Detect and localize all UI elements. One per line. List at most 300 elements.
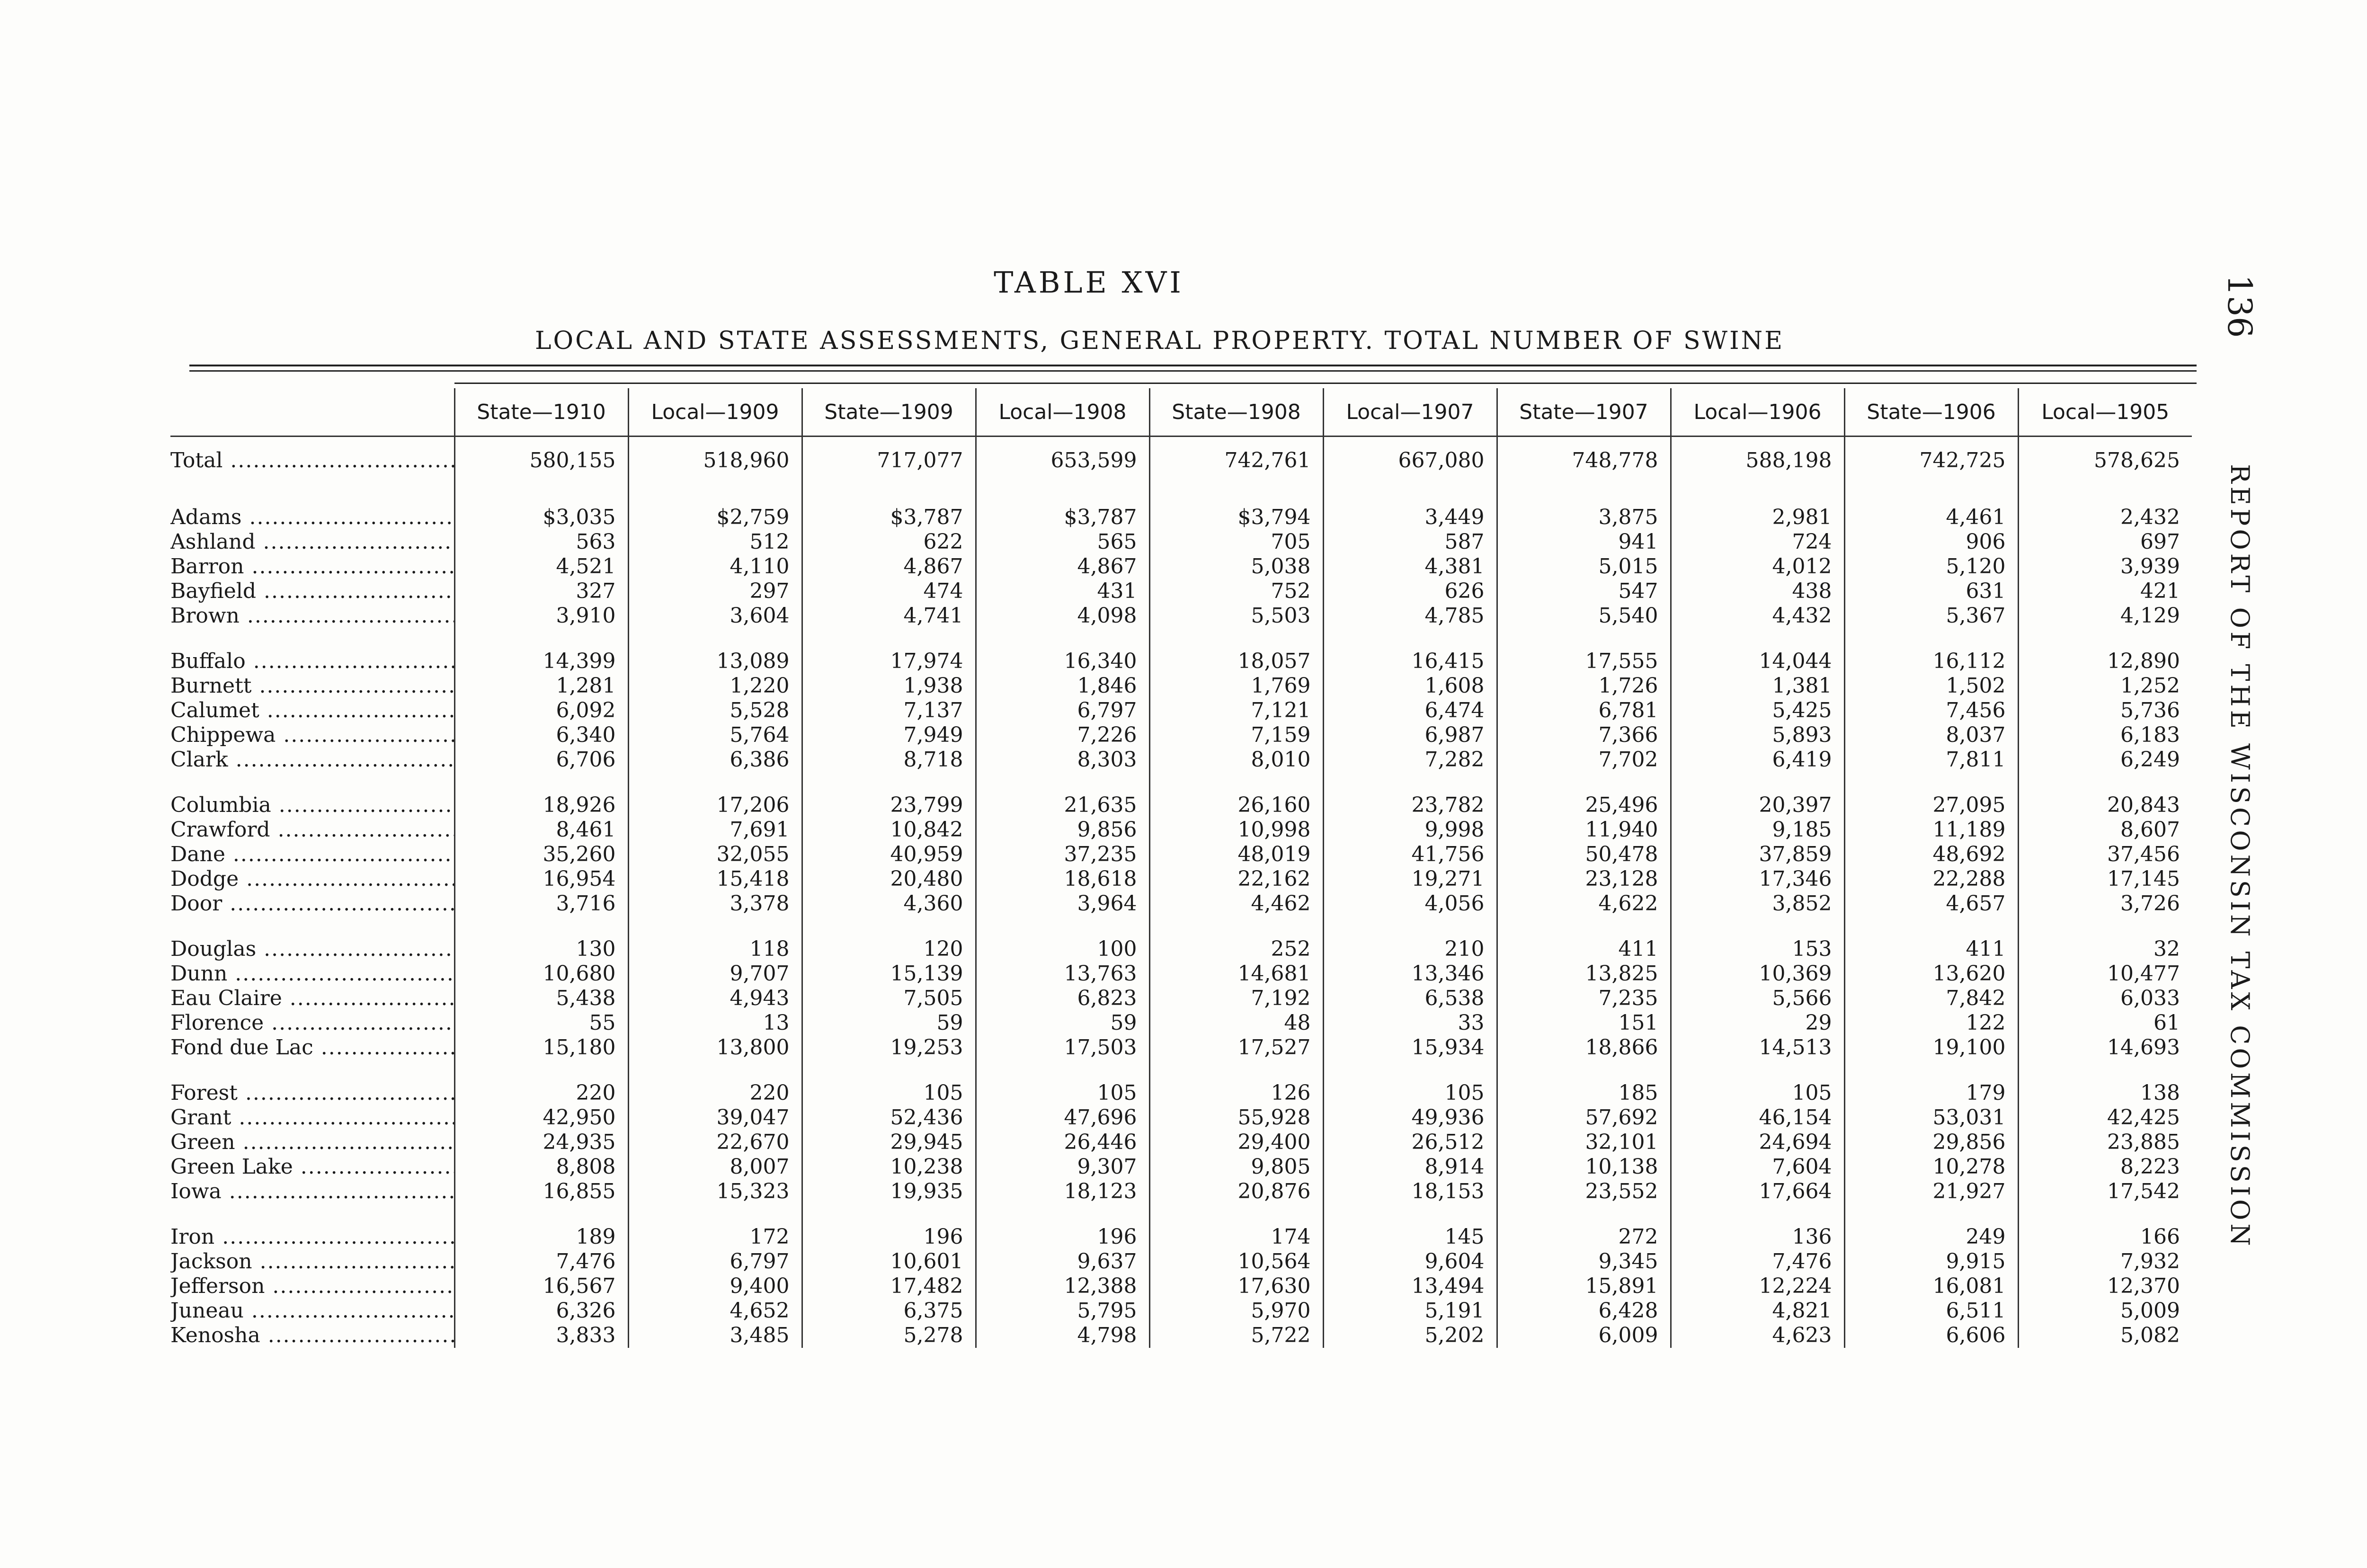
cell-value: 13,494 bbox=[1323, 1274, 1497, 1299]
cell-value: 3,964 bbox=[976, 891, 1149, 916]
county-name: Fond due Lac bbox=[170, 1035, 313, 1060]
cell-value: 4,098 bbox=[976, 604, 1149, 628]
cell-value: 17,145 bbox=[2018, 867, 2192, 891]
cell-value: 52,436 bbox=[802, 1105, 976, 1130]
county-name: Buffalo bbox=[170, 649, 246, 673]
column-header: State—1908 bbox=[1149, 388, 1323, 437]
county-name: Chippewa bbox=[170, 723, 276, 747]
cell-value: 17,503 bbox=[976, 1035, 1149, 1060]
cell-value: 5,764 bbox=[628, 723, 802, 748]
cell-value: 18,123 bbox=[976, 1179, 1149, 1204]
cell-value: 9,345 bbox=[1497, 1249, 1671, 1274]
cell-value: 9,915 bbox=[1844, 1249, 2018, 1274]
cell-value: 48 bbox=[1149, 1011, 1323, 1035]
cell-value: 37,235 bbox=[976, 842, 1149, 867]
column-header: State—1910 bbox=[454, 388, 628, 437]
cell-value: 5,009 bbox=[2018, 1299, 2192, 1323]
cell-value: 3,604 bbox=[628, 604, 802, 628]
cell-value: 20,397 bbox=[1671, 793, 1844, 818]
cell-value: 7,226 bbox=[976, 723, 1149, 748]
cell-value: 15,180 bbox=[454, 1035, 628, 1060]
county-row bbox=[170, 891, 2192, 916]
cell-value: 8,037 bbox=[1844, 723, 2018, 748]
county-row bbox=[170, 1323, 2192, 1348]
cell-value: 705 bbox=[1149, 530, 1323, 554]
cell-value: 742,725 bbox=[1844, 437, 2018, 485]
cell-value: 18,866 bbox=[1497, 1035, 1671, 1060]
cell-value: 7,604 bbox=[1671, 1155, 1844, 1179]
cell-value: 136 bbox=[1671, 1225, 1844, 1249]
cell-value: 6,092 bbox=[454, 698, 628, 723]
cell-value: 8,010 bbox=[1149, 748, 1323, 772]
county-row bbox=[170, 1035, 2192, 1060]
cell-value: 438 bbox=[1671, 579, 1844, 604]
cell-value: 297 bbox=[628, 579, 802, 604]
cell-value: 19,100 bbox=[1844, 1035, 2018, 1060]
cell-value: 5,970 bbox=[1149, 1299, 1323, 1323]
cell-value: 2,981 bbox=[1671, 505, 1844, 530]
cell-value: 13,825 bbox=[1497, 962, 1671, 986]
cell-value: 32,101 bbox=[1497, 1130, 1671, 1155]
cell-value: 7,691 bbox=[628, 818, 802, 842]
cell-value: 59 bbox=[976, 1011, 1149, 1035]
cell-value: 2,432 bbox=[2018, 505, 2192, 530]
cell-value: 23,782 bbox=[1323, 793, 1497, 818]
cell-value: 4,798 bbox=[976, 1323, 1149, 1348]
cell-value: 5,120 bbox=[1844, 554, 2018, 579]
cell-value: 9,307 bbox=[976, 1155, 1149, 1179]
cell-value: 5,038 bbox=[1149, 554, 1323, 579]
table-title: TABLE XVI bbox=[994, 265, 1184, 300]
group-spacer bbox=[170, 916, 2192, 937]
cell-value: 17,555 bbox=[1497, 649, 1671, 674]
cell-value: 3,833 bbox=[454, 1323, 628, 1348]
cell-value: 18,926 bbox=[454, 793, 628, 818]
cell-value: 5,425 bbox=[1671, 698, 1844, 723]
column-header: Local—1905 bbox=[2018, 388, 2192, 437]
county-name: Dane bbox=[170, 842, 225, 866]
header-rule-top bbox=[189, 365, 2197, 366]
cell-value: 15,418 bbox=[628, 867, 802, 891]
cell-value: $3,787 bbox=[976, 505, 1149, 530]
cell-value: 6,538 bbox=[1323, 986, 1497, 1011]
cell-value: 3,378 bbox=[628, 891, 802, 916]
cell-value: 7,366 bbox=[1497, 723, 1671, 748]
cell-value: 697 bbox=[2018, 530, 2192, 554]
cell-value: 6,781 bbox=[1497, 698, 1671, 723]
cell-value: 6,428 bbox=[1497, 1299, 1671, 1323]
cell-value: 7,121 bbox=[1149, 698, 1323, 723]
group-spacer bbox=[170, 628, 2192, 649]
cell-value: 5,438 bbox=[454, 986, 628, 1011]
cell-value: 19,935 bbox=[802, 1179, 976, 1204]
cell-value: 10,477 bbox=[2018, 962, 2192, 986]
cell-value: 4,623 bbox=[1671, 1323, 1844, 1348]
county-row bbox=[170, 962, 2192, 986]
cell-value: 61 bbox=[2018, 1011, 2192, 1035]
county-name: Bayfield bbox=[170, 579, 257, 603]
county-name: Forest bbox=[170, 1081, 238, 1105]
cell-value: 3,716 bbox=[454, 891, 628, 916]
cell-value: 122 bbox=[1844, 1011, 2018, 1035]
cell-value: 17,542 bbox=[2018, 1179, 2192, 1204]
county-name: Jackson bbox=[170, 1249, 252, 1274]
cell-value: 26,160 bbox=[1149, 793, 1323, 818]
county-row bbox=[170, 1155, 2192, 1179]
cell-value: 1,502 bbox=[1844, 674, 2018, 698]
cell-value: 626 bbox=[1323, 579, 1497, 604]
cell-value: 6,706 bbox=[454, 748, 628, 772]
county-name: Columbia bbox=[170, 793, 271, 817]
cell-value: 518,960 bbox=[628, 437, 802, 485]
cell-value: 252 bbox=[1149, 937, 1323, 962]
county-name: Florence bbox=[170, 1011, 264, 1035]
cell-value: 4,461 bbox=[1844, 505, 2018, 530]
cell-value: 210 bbox=[1323, 937, 1497, 962]
county-name: Juneau bbox=[170, 1299, 244, 1323]
county-name: Eau Claire bbox=[170, 986, 282, 1010]
cell-value: 578,625 bbox=[2018, 437, 2192, 485]
table-subtitle: LOCAL AND STATE ASSESSMENTS, GENERAL PROPERTY. TOTAL NUMBER OF SWINE bbox=[535, 327, 1785, 355]
column-header-row bbox=[170, 388, 2192, 437]
cell-value: 563 bbox=[454, 530, 628, 554]
cell-value: 6,183 bbox=[2018, 723, 2192, 748]
cell-value: 6,033 bbox=[2018, 986, 2192, 1011]
cell-value: 4,943 bbox=[628, 986, 802, 1011]
cell-value: 9,185 bbox=[1671, 818, 1844, 842]
cell-value: 9,998 bbox=[1323, 818, 1497, 842]
county-name: Iowa bbox=[170, 1179, 222, 1203]
cell-value: 4,657 bbox=[1844, 891, 2018, 916]
cell-value: 220 bbox=[628, 1081, 802, 1105]
total-row bbox=[170, 437, 2192, 485]
cell-value: 24,694 bbox=[1671, 1130, 1844, 1155]
cell-value: 14,681 bbox=[1149, 962, 1323, 986]
cell-value: 196 bbox=[802, 1225, 976, 1249]
running-head: REPORT OF THE WISCONSIN TAX COMMISSION bbox=[2225, 464, 2255, 1249]
cell-value: 411 bbox=[1497, 937, 1671, 962]
cell-value: 547 bbox=[1497, 579, 1671, 604]
cell-value: 580,155 bbox=[454, 437, 628, 485]
county-row bbox=[170, 867, 2192, 891]
cell-value: 118 bbox=[628, 937, 802, 962]
cell-value: 29,856 bbox=[1844, 1130, 2018, 1155]
cell-value: 653,599 bbox=[976, 437, 1149, 485]
cell-value: 3,939 bbox=[2018, 554, 2192, 579]
county-row bbox=[170, 579, 2192, 604]
cell-value: 40,959 bbox=[802, 842, 976, 867]
cell-value: 4,652 bbox=[628, 1299, 802, 1323]
county-name: Douglas bbox=[170, 937, 257, 961]
cell-value: 105 bbox=[976, 1081, 1149, 1105]
cell-value: 145 bbox=[1323, 1225, 1497, 1249]
cell-value: 1,220 bbox=[628, 674, 802, 698]
cell-value: 4,785 bbox=[1323, 604, 1497, 628]
cell-value: 8,461 bbox=[454, 818, 628, 842]
cell-value: 47,696 bbox=[976, 1105, 1149, 1130]
cell-value: 5,736 bbox=[2018, 698, 2192, 723]
cell-value: 48,692 bbox=[1844, 842, 2018, 867]
cell-value: 724 bbox=[1671, 530, 1844, 554]
cell-value: 105 bbox=[802, 1081, 976, 1105]
cell-value: 4,432 bbox=[1671, 604, 1844, 628]
cell-value: $3,787 bbox=[802, 505, 976, 530]
cell-value: 5,202 bbox=[1323, 1323, 1497, 1348]
column-header: State—1909 bbox=[802, 388, 976, 437]
cell-value: 3,449 bbox=[1323, 505, 1497, 530]
county-row bbox=[170, 1299, 2192, 1323]
county-row bbox=[170, 723, 2192, 748]
county-row bbox=[170, 604, 2192, 628]
cell-value: 7,476 bbox=[1671, 1249, 1844, 1274]
table-body bbox=[170, 437, 2192, 1348]
cell-value: 667,080 bbox=[1323, 437, 1497, 485]
cell-value: 4,129 bbox=[2018, 604, 2192, 628]
cell-value: 1,281 bbox=[454, 674, 628, 698]
cell-value: 174 bbox=[1149, 1225, 1323, 1249]
group-spacer bbox=[170, 484, 2192, 505]
cell-value: 327 bbox=[454, 579, 628, 604]
cell-value: 7,811 bbox=[1844, 748, 2018, 772]
group-spacer bbox=[170, 1204, 2192, 1225]
cell-value: 7,505 bbox=[802, 986, 976, 1011]
cell-value: 35,260 bbox=[454, 842, 628, 867]
cell-value: 48,019 bbox=[1149, 842, 1323, 867]
county-name: Kenosha bbox=[170, 1323, 260, 1347]
cell-value: 8,303 bbox=[976, 748, 1149, 772]
cell-value: 16,954 bbox=[454, 867, 628, 891]
cell-value: 19,253 bbox=[802, 1035, 976, 1060]
cell-value: 14,693 bbox=[2018, 1035, 2192, 1060]
county-row bbox=[170, 842, 2192, 867]
cell-value: 6,474 bbox=[1323, 698, 1497, 723]
cell-value: 16,340 bbox=[976, 649, 1149, 674]
cell-value: 4,521 bbox=[454, 554, 628, 579]
cell-value: 17,974 bbox=[802, 649, 976, 674]
county-name: Clark bbox=[170, 748, 228, 772]
cell-value: 32,055 bbox=[628, 842, 802, 867]
cell-value: 474 bbox=[802, 579, 976, 604]
cell-value: 16,415 bbox=[1323, 649, 1497, 674]
cell-value: 1,938 bbox=[802, 674, 976, 698]
cell-value: 17,527 bbox=[1149, 1035, 1323, 1060]
cell-value: 53,031 bbox=[1844, 1105, 2018, 1130]
cell-value: 23,799 bbox=[802, 793, 976, 818]
cell-value: 17,346 bbox=[1671, 867, 1844, 891]
header-blank bbox=[170, 388, 454, 437]
county-name: Door bbox=[170, 891, 222, 916]
cell-value: 29 bbox=[1671, 1011, 1844, 1035]
cell-value: 4,867 bbox=[976, 554, 1149, 579]
cell-value: 11,940 bbox=[1497, 818, 1671, 842]
cell-value: 16,567 bbox=[454, 1274, 628, 1299]
cell-value: 105 bbox=[1323, 1081, 1497, 1105]
cell-value: 941 bbox=[1497, 530, 1671, 554]
cell-value: 10,601 bbox=[802, 1249, 976, 1274]
page-number: 136 bbox=[2220, 275, 2259, 338]
cell-value: 5,722 bbox=[1149, 1323, 1323, 1348]
cell-value: 4,867 bbox=[802, 554, 976, 579]
cell-value: 15,934 bbox=[1323, 1035, 1497, 1060]
cell-value: 13,089 bbox=[628, 649, 802, 674]
cell-value: 10,842 bbox=[802, 818, 976, 842]
cell-value: 37,859 bbox=[1671, 842, 1844, 867]
cell-value: 16,112 bbox=[1844, 649, 2018, 674]
cell-value: 9,637 bbox=[976, 1249, 1149, 1274]
column-header: Local—1906 bbox=[1671, 388, 1844, 437]
cell-value: 4,381 bbox=[1323, 554, 1497, 579]
cell-value: 3,726 bbox=[2018, 891, 2192, 916]
cell-value: 1,726 bbox=[1497, 674, 1671, 698]
county-row bbox=[170, 1249, 2192, 1274]
cell-value: 5,540 bbox=[1497, 604, 1671, 628]
cell-value: 20,876 bbox=[1149, 1179, 1323, 1204]
county-name: Brown bbox=[170, 604, 240, 628]
cell-value: 8,607 bbox=[2018, 818, 2192, 842]
county-name: Calumet bbox=[170, 698, 259, 722]
cell-value: 906 bbox=[1844, 530, 2018, 554]
county-row bbox=[170, 1130, 2192, 1155]
cell-value: 27,095 bbox=[1844, 793, 2018, 818]
cell-value: 220 bbox=[454, 1081, 628, 1105]
cell-value: 5,015 bbox=[1497, 554, 1671, 579]
cell-value: 3,852 bbox=[1671, 891, 1844, 916]
cell-value: 1,252 bbox=[2018, 674, 2192, 698]
cell-value: 39,047 bbox=[628, 1105, 802, 1130]
cell-value: 411 bbox=[1844, 937, 2018, 962]
county-row bbox=[170, 530, 2192, 554]
cell-value: 6,009 bbox=[1497, 1323, 1671, 1348]
cell-value: 5,795 bbox=[976, 1299, 1149, 1323]
group-spacer bbox=[170, 1060, 2192, 1081]
cell-value: 55,928 bbox=[1149, 1105, 1323, 1130]
cell-value: 717,077 bbox=[802, 437, 976, 485]
cell-value: 4,056 bbox=[1323, 891, 1497, 916]
cell-value: 7,932 bbox=[2018, 1249, 2192, 1274]
cell-value: 8,808 bbox=[454, 1155, 628, 1179]
cell-value: 588,198 bbox=[1671, 437, 1844, 485]
cell-value: 6,606 bbox=[1844, 1323, 2018, 1348]
cell-value: 748,778 bbox=[1497, 437, 1671, 485]
cell-value: 179 bbox=[1844, 1081, 2018, 1105]
county-name: Burnett bbox=[170, 674, 252, 698]
cell-value: 16,081 bbox=[1844, 1274, 2018, 1299]
cell-value: 13,800 bbox=[628, 1035, 802, 1060]
county-name: Barron bbox=[170, 554, 244, 579]
cell-value: 24,935 bbox=[454, 1130, 628, 1155]
cell-value: 151 bbox=[1497, 1011, 1671, 1035]
cell-value: 8,223 bbox=[2018, 1155, 2192, 1179]
cell-value: 421 bbox=[2018, 579, 2192, 604]
cell-value: 3,485 bbox=[628, 1323, 802, 1348]
cell-value: 7,949 bbox=[802, 723, 976, 748]
cell-value: 185 bbox=[1497, 1081, 1671, 1105]
cell-value: 13,620 bbox=[1844, 962, 2018, 986]
cell-value: 10,278 bbox=[1844, 1155, 2018, 1179]
cell-value: 8,718 bbox=[802, 748, 976, 772]
cell-value: 5,528 bbox=[628, 698, 802, 723]
cell-value: 4,821 bbox=[1671, 1299, 1844, 1323]
swine-assessment-table bbox=[170, 388, 2192, 1348]
cell-value: 22,670 bbox=[628, 1130, 802, 1155]
cell-value: 29,945 bbox=[802, 1130, 976, 1155]
county-row bbox=[170, 649, 2192, 674]
cell-value: 631 bbox=[1844, 579, 2018, 604]
cell-value: 6,797 bbox=[628, 1249, 802, 1274]
county-row bbox=[170, 505, 2192, 530]
cell-value: 20,843 bbox=[2018, 793, 2192, 818]
column-header: Local—1909 bbox=[628, 388, 802, 437]
cell-value: 189 bbox=[454, 1225, 628, 1249]
group-spacer bbox=[170, 772, 2192, 793]
cell-value: 9,400 bbox=[628, 1274, 802, 1299]
cell-value: 6,823 bbox=[976, 986, 1149, 1011]
cell-value: 7,842 bbox=[1844, 986, 2018, 1011]
cell-value: 9,856 bbox=[976, 818, 1149, 842]
cell-value: 7,282 bbox=[1323, 748, 1497, 772]
cell-value: 153 bbox=[1671, 937, 1844, 962]
column-header: State—1906 bbox=[1844, 388, 2018, 437]
cell-value: 1,846 bbox=[976, 674, 1149, 698]
cell-value: 3,910 bbox=[454, 604, 628, 628]
cell-value: 1,769 bbox=[1149, 674, 1323, 698]
cell-value: 55 bbox=[454, 1011, 628, 1035]
cell-value: 12,388 bbox=[976, 1274, 1149, 1299]
cell-value: 6,386 bbox=[628, 748, 802, 772]
cell-value: 100 bbox=[976, 937, 1149, 962]
cell-value: 1,608 bbox=[1323, 674, 1497, 698]
cell-value: 4,741 bbox=[802, 604, 976, 628]
county-name: Green bbox=[170, 1130, 235, 1154]
row-name: Total bbox=[170, 448, 223, 472]
cell-value: 6,511 bbox=[1844, 1299, 2018, 1323]
county-row bbox=[170, 986, 2192, 1011]
cell-value: 15,323 bbox=[628, 1179, 802, 1204]
county-name: Adams bbox=[170, 505, 242, 529]
cell-value: 12,890 bbox=[2018, 649, 2192, 674]
cell-value: 196 bbox=[976, 1225, 1149, 1249]
cell-value: $3,035 bbox=[454, 505, 628, 530]
cell-value: 14,044 bbox=[1671, 649, 1844, 674]
cell-value: 19,271 bbox=[1323, 867, 1497, 891]
cell-value: 249 bbox=[1844, 1225, 2018, 1249]
cell-value: 12,370 bbox=[2018, 1274, 2192, 1299]
cell-value: 105 bbox=[1671, 1081, 1844, 1105]
cell-value: 6,797 bbox=[976, 698, 1149, 723]
cell-value: 6,249 bbox=[2018, 748, 2192, 772]
cell-value: 7,137 bbox=[802, 698, 976, 723]
cell-value: 7,159 bbox=[1149, 723, 1323, 748]
cell-value: 565 bbox=[976, 530, 1149, 554]
cell-value: 42,950 bbox=[454, 1105, 628, 1130]
cell-value: 17,206 bbox=[628, 793, 802, 818]
county-row bbox=[170, 554, 2192, 579]
cell-value: 272 bbox=[1497, 1225, 1671, 1249]
county-name: Grant bbox=[170, 1105, 231, 1130]
cell-value: 8,914 bbox=[1323, 1155, 1497, 1179]
cell-value: 172 bbox=[628, 1225, 802, 1249]
cell-value: 16,855 bbox=[454, 1179, 628, 1204]
cell-value: 26,512 bbox=[1323, 1130, 1497, 1155]
cell-value: 18,618 bbox=[976, 867, 1149, 891]
column-header: Local—1907 bbox=[1323, 388, 1497, 437]
header-rule-bottom bbox=[189, 370, 2197, 372]
county-name: Dunn bbox=[170, 962, 228, 986]
cell-value: 29,400 bbox=[1149, 1130, 1323, 1155]
cell-value: 49,936 bbox=[1323, 1105, 1497, 1130]
cell-value: 6,326 bbox=[454, 1299, 628, 1323]
cell-value: 9,707 bbox=[628, 962, 802, 986]
